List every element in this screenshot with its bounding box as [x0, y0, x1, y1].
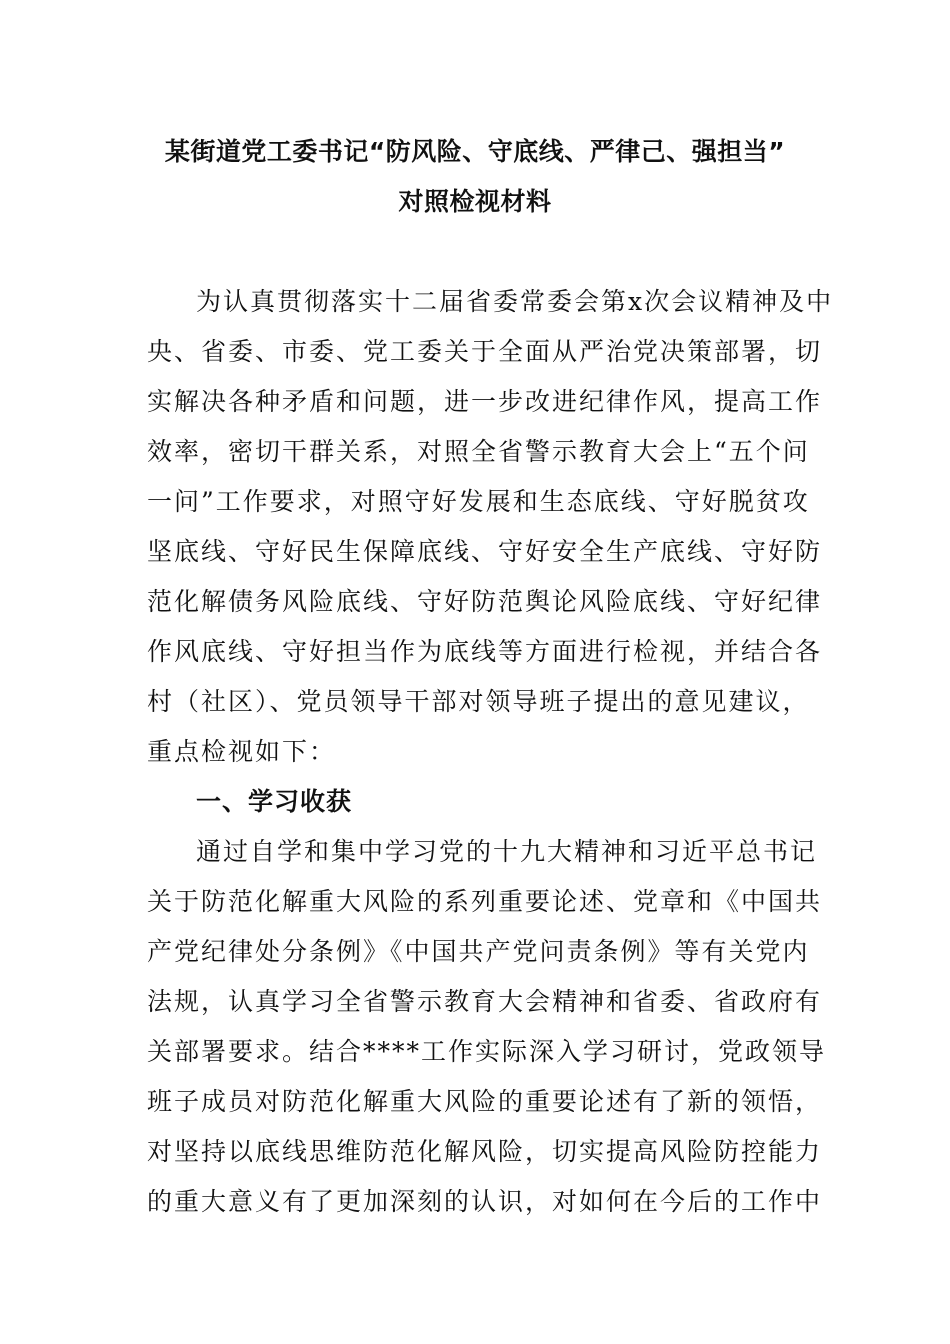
document-title-line-1: 某街道党工委书记“防风险、守底线、严律己、强担当”: [164, 137, 786, 166]
section1-paragraph-line: 法规，认真学习全省警示教育大会精神和省委、省政府有: [147, 987, 823, 1016]
intro-paragraph-line: 重点检视如下：: [147, 737, 337, 766]
intro-paragraph-line: 一问”工作要求，对照守好发展和生态底线、守好脱贫攻: [147, 487, 810, 516]
intro-paragraph-line: 村（社区）、党员领导干部对领导班子提出的意见建议，: [147, 687, 810, 716]
intro-paragraph-line: 为认真贯彻落实十二届省委常委会第x次会议精神及中: [196, 287, 834, 316]
intro-paragraph-line: 效率，密切干群关系，对照全省警示教育大会上“五个问: [147, 437, 810, 466]
section1-paragraph-line: 对坚持以底线思维防范化解风险，切实提高风险防控能力: [147, 1137, 823, 1166]
document-title-line-2: 对照检视材料: [398, 187, 552, 216]
section1-paragraph-line: 班子成员对防范化解重大风险的重要论述有了新的领悟，: [147, 1087, 823, 1116]
intro-paragraph-line: 范化解债务风险底线、守好防范舆论风险底线、守好纪律: [147, 587, 823, 616]
section1-paragraph-line: 通过自学和集中学习党的十九大精神和习近平总书记: [196, 837, 818, 866]
intro-paragraph-line: 央、省委、市委、党工委关于全面从严治党决策部署，切: [147, 337, 823, 366]
section1-paragraph-line: 产党纪律处分条例》《中国共产党问责条例》等有关党内: [147, 937, 810, 966]
section1-paragraph-line: 关于防范化解重大风险的系列重要论述、党章和《中国共: [147, 887, 823, 916]
section1-paragraph-line: 关部署要求。结合****工作实际深入学习研讨，党政领导: [147, 1037, 827, 1066]
section1-paragraph-line: 的重大意义有了更加深刻的认识，对如何在今后的工作中: [147, 1187, 823, 1216]
section-heading-learning-gains: 一、学习收获: [196, 787, 353, 816]
intro-paragraph-line: 坚底线、守好民生保障底线、守好安全生产底线、守好防: [147, 537, 823, 566]
intro-paragraph-line: 作风底线、守好担当作为底线等方面进行检视，并结合各: [147, 637, 823, 666]
intro-paragraph-line: 实解决各种矛盾和问题，进一步改进纪律作风，提高工作: [147, 387, 823, 416]
